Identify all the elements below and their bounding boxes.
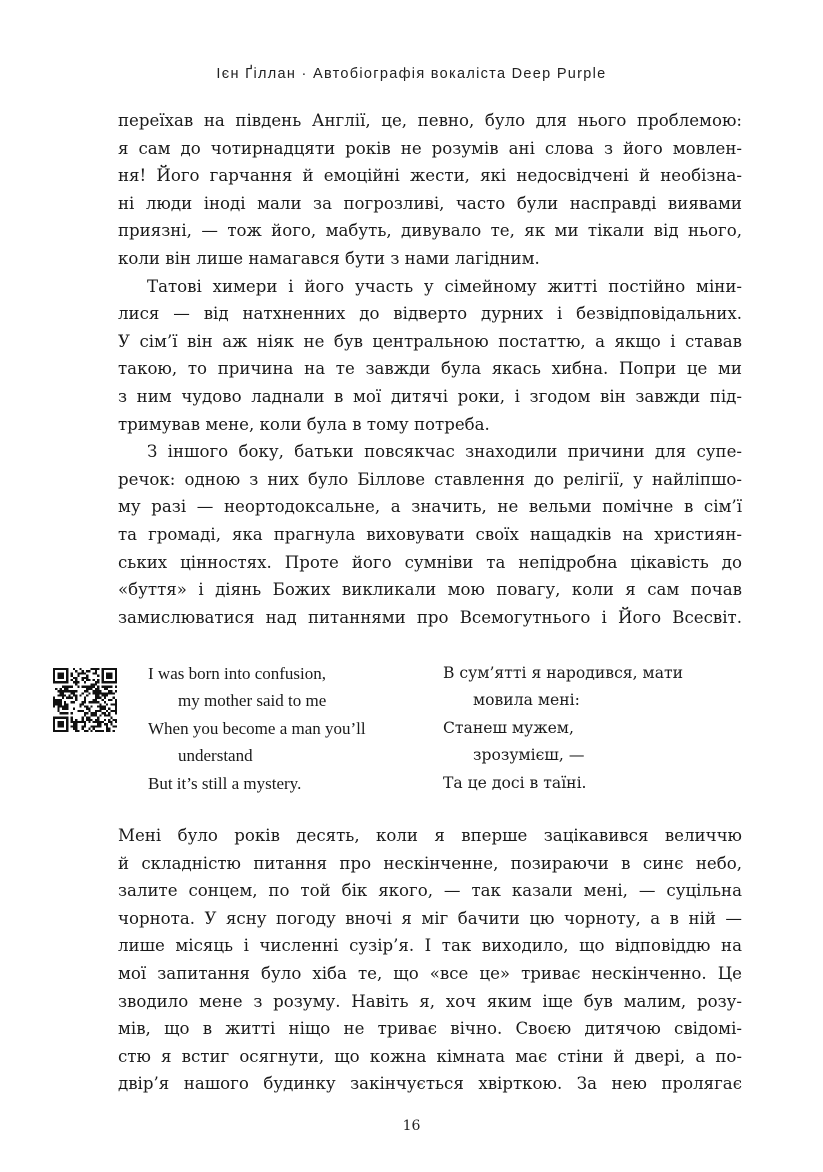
text-line: тримував мене, коли була в тому потреба. xyxy=(118,414,490,434)
text-line: му разі — неортодоксальне, а значить, не вельми помічне в сім’ї xyxy=(118,497,742,517)
verse-ukrainian xyxy=(443,660,683,797)
text-line: З іншого боку, батьки повсякчас знаходили причини для супе- xyxy=(147,442,742,462)
verse-line: But it’s still a mystery. xyxy=(148,773,302,793)
text-block-top xyxy=(118,107,742,631)
text-line: Татові химери і його участь у сімейному житті постійно міни- xyxy=(147,276,742,296)
text-block-bottom xyxy=(118,822,742,1098)
verse-line: зрозумієш, — xyxy=(473,746,585,765)
text-line: приязні, — тож його, мабуть, дивувало те, як ми тікали від нього, xyxy=(118,221,742,241)
text-line: ні люди іноді мали за погрозливі, часто були насправді виявами xyxy=(118,193,742,213)
text-line: чорнота. У ясну погоду вночі я міг бачити цю чорноту, а в ній — xyxy=(118,908,742,928)
text-line: мів, що в житті ніщо не триває вічно. Своєю дитячою свідомі- xyxy=(118,1019,742,1039)
verse-line: Та це досі в таїні. xyxy=(443,773,587,792)
verse-line: Станеш мужем, xyxy=(443,718,574,737)
text-line: й складністю питання про нескінченне, позираючи в синє небо, xyxy=(118,853,742,873)
text-line: двір’я нашого будинку закінчується хвірткою. За нею пролягає xyxy=(118,1074,742,1094)
text-line: замислюватися над питаннями про Всемогутнього і Його Всесвіт. xyxy=(118,607,742,627)
verse-line: мовила мені: xyxy=(473,691,580,710)
text-line: стю я встиг осягнути, що кожна кімната має стіни й двері, а по- xyxy=(118,1046,742,1066)
verse-line: When you become a man you’ll xyxy=(148,718,366,738)
text-line: переїхав на південь Англії, це, певно, було для нього проблемою: xyxy=(118,111,742,130)
page-number: 16 xyxy=(402,1118,421,1134)
text-line: речок: одною з них було Біллове ставлення до релігії, у найліпшо- xyxy=(118,469,742,489)
text-line: «буття» і діянь Божих викликали мою повагу, коли я сам почав xyxy=(118,580,742,600)
text-line: зводило мене з розуму. Навіть я, хоч яким іще був малим, розу- xyxy=(118,991,742,1011)
running-head: Ієн Ґіллан · Автобіографія вокаліста Deep Purple xyxy=(216,66,607,82)
text-line: такою, то причина на те завжди була якась хибна. Попри це ми xyxy=(118,359,742,379)
text-line: лише місяць і численні сузір’я. І так виходило, що відповіддю на xyxy=(118,936,742,956)
text-line: коли він лише намагався бути з нами лагідним. xyxy=(118,248,540,268)
text-line: я сам до чотирнадцяти років не розумів ані слова з його мовлен- xyxy=(118,138,742,158)
text-line: залите сонцем, по той бік якого, — так казали мені, — суцільна xyxy=(118,881,742,901)
qr-code-icon[interactable] xyxy=(53,668,117,732)
text-line: ських цінностях. Проте його сумніви та непідробна цікавість до xyxy=(118,552,742,572)
verse-line: В сум’ятті я народився, мати xyxy=(443,664,684,682)
text-line: У сім’ї він аж ніяк не був центральною постаттю, а якщо і ставав xyxy=(118,331,742,351)
verse-english xyxy=(148,660,366,797)
text-line: мої запитання було хіба те, що «все це» триває нескінченно. Це xyxy=(118,963,742,983)
text-line: з ним чудово ладнали в мої дитячі роки, і згодом він завжди під- xyxy=(118,386,742,406)
text-line: ня! Його гарчання й емоційні жести, які недосвідчені й необізна- xyxy=(118,166,742,186)
verse-line: I was born into confusion, xyxy=(148,664,327,683)
text-line: Мені було років десять, коли я вперше зацікавився величчю xyxy=(118,826,742,845)
text-line: та громаді, яка прагнула виховувати своїх нащадків на християн- xyxy=(118,524,742,544)
text-line: лися — від натхненних до відверто дурних і безвідповідальних. xyxy=(118,304,742,324)
verse-line: my mother said to me xyxy=(178,691,327,711)
verse-line: understand xyxy=(178,746,253,766)
